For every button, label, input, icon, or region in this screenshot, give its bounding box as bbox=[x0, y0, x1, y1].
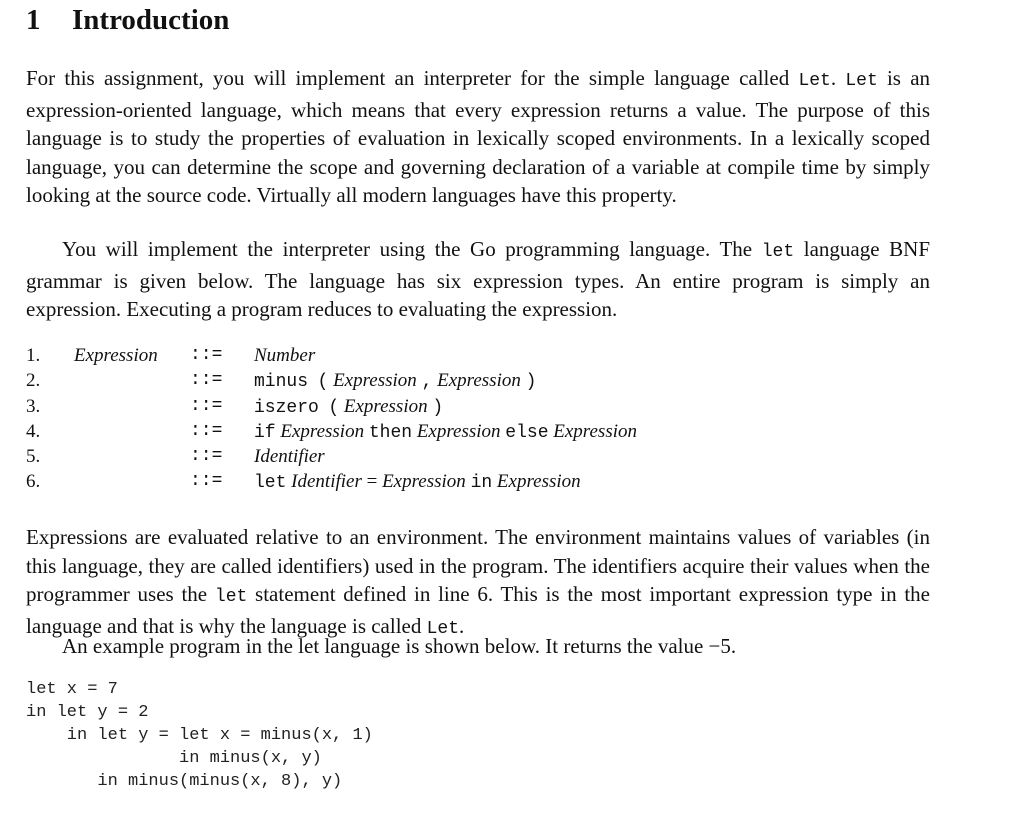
rule-number: 6. bbox=[26, 471, 41, 493]
code-line: in minus(x, y) bbox=[179, 749, 322, 768]
code-let: Let bbox=[845, 71, 878, 91]
rule-rhs: let Identifier = Expression in Expression bbox=[254, 471, 581, 494]
rule-rhs: minus ( Expression , Expression ) bbox=[254, 370, 537, 393]
section-title: Introduction bbox=[72, 4, 230, 36]
rule-operator: ::= bbox=[190, 395, 223, 416]
intro-paragraph bbox=[26, 64, 930, 210]
text-span: For this assignment, you will implement an interpreter for the simple language called bbox=[26, 66, 799, 90]
text-span: You will implement the interpreter using the Go programming language. The bbox=[62, 237, 762, 261]
rule-number: 4. bbox=[26, 420, 41, 442]
section-number: 1 bbox=[26, 4, 41, 36]
text-span: . bbox=[459, 613, 465, 638]
code-let: let bbox=[214, 587, 248, 608]
code-line: in let y = 2 bbox=[26, 703, 149, 722]
rule-operator: ::= bbox=[190, 420, 223, 441]
code-line: in minus(minus(x, 8), y) bbox=[26, 772, 343, 791]
code-let: Let bbox=[798, 71, 831, 91]
rule-operator: ::= bbox=[190, 471, 223, 492]
code-line: in let y = let x = minus(x, 1) bbox=[66, 726, 373, 745]
text-span: statement defined in line 6. This is the most important expression type in the language and that is why the language is called bbox=[26, 582, 930, 638]
section-heading bbox=[26, 4, 229, 37]
rule-number: 5. bbox=[26, 446, 41, 468]
grammar-rule-row bbox=[26, 471, 926, 496]
rule-number: 3. bbox=[26, 395, 41, 417]
text-span: . bbox=[830, 66, 846, 90]
grammar-rule-row bbox=[26, 345, 926, 370]
rule-operator: ::= bbox=[190, 370, 223, 391]
code-let: Let bbox=[426, 618, 460, 639]
rule-number: 2. bbox=[26, 370, 41, 392]
environment-paragraph bbox=[26, 523, 930, 643]
grammar-rule-row bbox=[26, 446, 926, 471]
bnf-grammar bbox=[26, 345, 926, 497]
text-span: is an expression-oriented language, which means that every expression returns a value. The purpose of this language is to study the properties of evaluation in lexically scoped environments. In a lexically scoped language, you can determine the scope and governing declaration of a variable at compile time by simply looking at the source code. Virtually all modern languages have this property. bbox=[26, 66, 931, 208]
rule-rhs: iszero ( Expression ) bbox=[254, 395, 444, 418]
text-span: language BNF grammar is given below. The language has six expression types. An entire program is simply an expression. Executing a program reduces to evaluating the expression. bbox=[26, 237, 930, 322]
grammar-rule-row bbox=[26, 370, 926, 395]
rule-operator: ::= bbox=[190, 446, 223, 467]
rule-operator: ::= bbox=[190, 345, 223, 365]
rule-lhs: Expression bbox=[74, 345, 158, 366]
text-span: Expressions are evaluated relative to an environment. The environment maintains values of variables (in this language, they are called identifiers) used in the program. The identifiers acquire their values when the programmer uses the bbox=[26, 525, 930, 607]
code-let: let bbox=[761, 242, 795, 262]
rule-number: 1. bbox=[26, 345, 41, 366]
code-line: let x = 7 bbox=[26, 680, 118, 699]
example-intro-paragraph: An example program in the let language is shown below. It returns the value −5. bbox=[62, 634, 737, 658]
grammar-rule-row bbox=[26, 421, 926, 446]
rule-rhs: if Expression then Expression else Expression bbox=[254, 420, 637, 443]
grammar-rule-row bbox=[26, 396, 926, 421]
rule-rhs: Number bbox=[254, 345, 316, 366]
rule-rhs: Identifier bbox=[254, 446, 325, 468]
example-program bbox=[26, 678, 373, 793]
go-paragraph bbox=[26, 235, 930, 324]
